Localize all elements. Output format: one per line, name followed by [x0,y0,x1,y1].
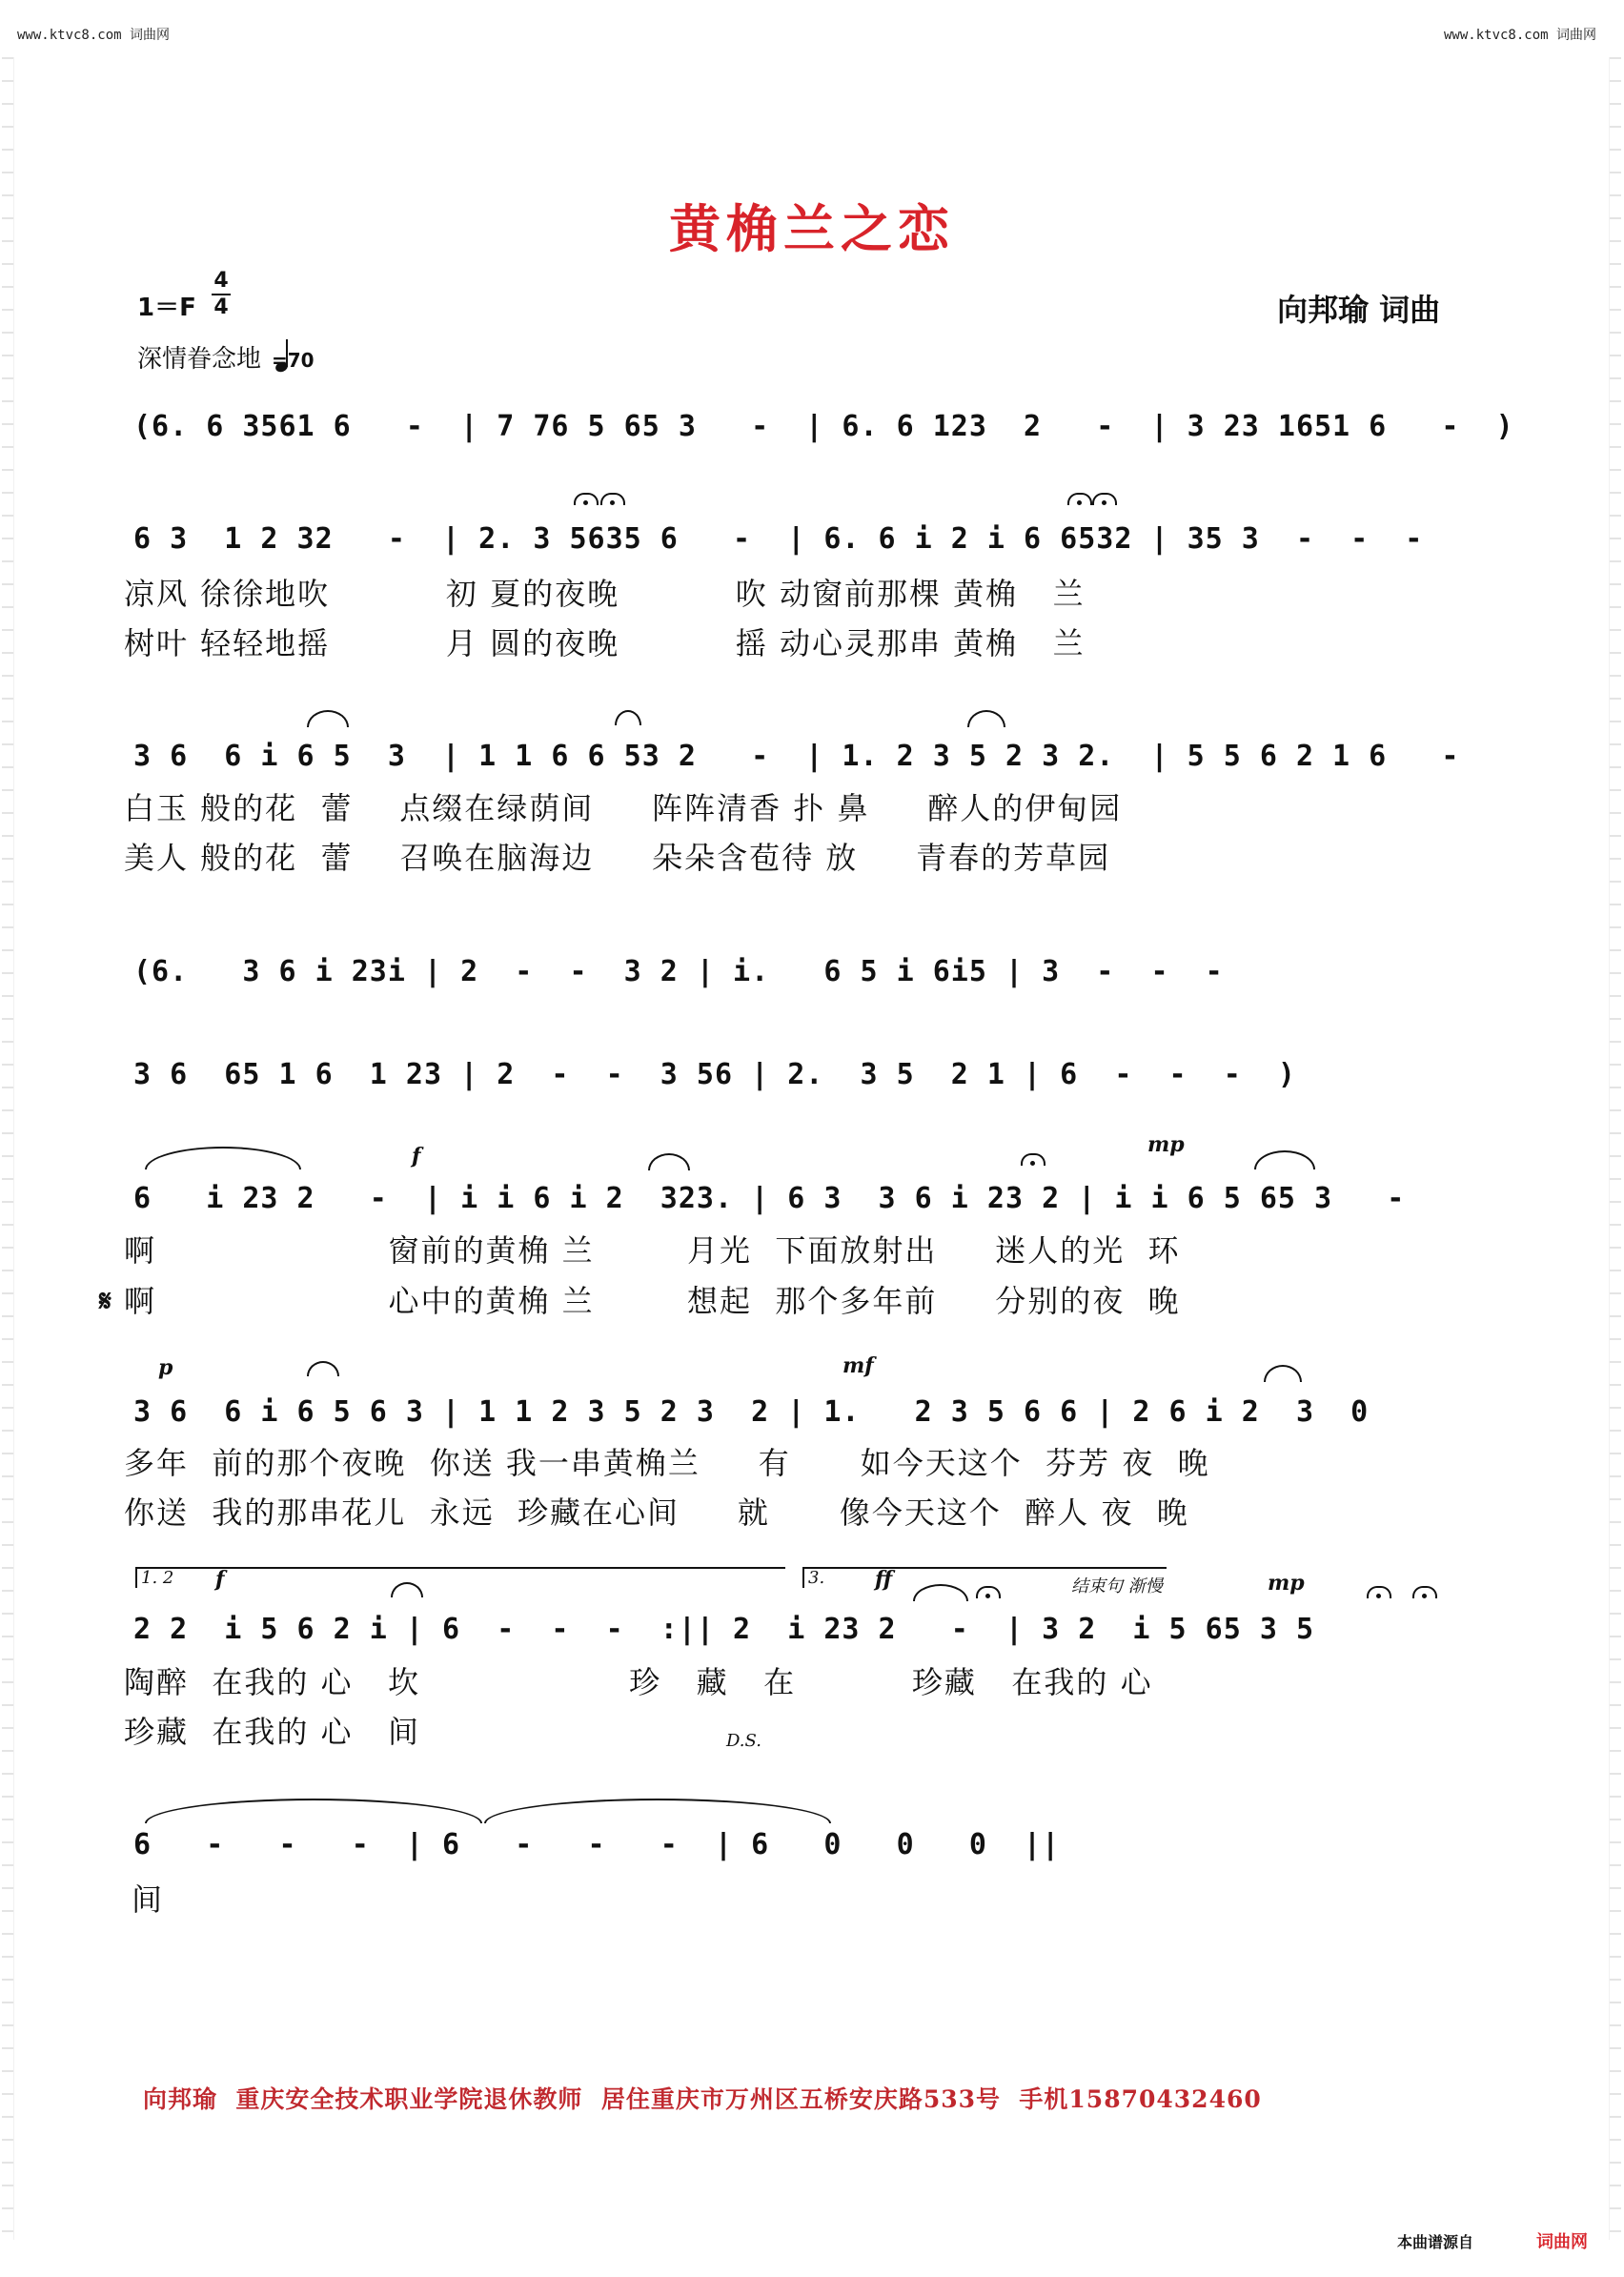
volta-1-label: 1. 2 [141,1568,174,1588]
slur-mark [307,1361,339,1376]
dynamic-ff: ff [875,1567,893,1592]
music-line-5: 3 6 65 1 6 1 23 | 2 - - 3 56 | 2. 3 5 2 1 | 6 - - - ) [133,1058,1296,1091]
ending-mark: 结束句 渐慢 [1071,1576,1163,1596]
slur-mark [145,1147,301,1169]
dynamic-p: p [158,1355,173,1380]
dynamic-mf: mf [842,1353,874,1378]
lyrics-2-verse-2: 树叶 轻轻地摇 月 圆的夜晚 摇 动心灵那串 黄桷 兰 [124,625,1086,661]
lyrics-7-verse-1: 多年 前的那个夜晚 你送 我一串黄桷兰 有 如今天这个 芬芳 夜 晚 [124,1445,1210,1481]
music-line-4: (6. 3 6 i 23i | 2 - - 3 2 | i. 6 5 i 6i5 | 3 - - - [133,955,1224,988]
lyrics-2-verse-1: 凉风 徐徐地吹 初 夏的夜晚 吹 动窗前那棵 黄桷 兰 [124,576,1086,612]
slur-mark [307,710,349,727]
lyrics-7-verse-2: 你送 我的那串花儿 永远 珍藏在心间 就 像今天这个 醉人 夜 晚 [124,1494,1189,1531]
fermata-mark [600,493,625,505]
right-watermark-strip [1609,57,1621,2240]
music-line-8: 2 2 i 5 6 2 i | 6 - - - :|| 2 i 23 2 - | 3 2 i 5 65 3 5 [133,1613,1314,1646]
source-site-link[interactable]: 词曲网 [1536,2232,1588,2252]
music-line-6: 6 i 23 2 - | i i 6 i 2 323. | 6 3 3 6 i 23 2 | i i 6 5 65 3 - [133,1182,1406,1215]
volta-bracket-1 [135,1567,785,1588]
slur-mark [967,710,1005,727]
fermata-mark [574,493,599,505]
dynamic-f: f [215,1567,225,1592]
fermata-mark [1067,493,1092,505]
volta-3-label: 3. [808,1568,825,1588]
music-line-2: 6 3 1 2 32 - | 2. 3 5635 6 - | 6. 6 i 2 i 6 6532 | 35 3 - - - [133,522,1424,556]
fermata-mark [1367,1586,1391,1598]
dal-segno-mark: D.S. [726,1731,761,1751]
lyrics-9-verse-1: 间 [132,1881,165,1918]
watermark-top-left: www.ktvc8.com 词曲网 [17,28,171,43]
left-watermark-strip [2,57,14,2240]
slur-mark [1264,1365,1302,1382]
lyrics-3-verse-2: 美人 般的花 蕾 召唤在脑海边 朵朵含苞待 放 青春的芳草园 [124,840,1111,876]
source-label: 本曲谱源自 [1397,2233,1474,2251]
time-signature [212,271,231,318]
music-line-7: 3 6 6 i 6 5 6 3 | 1 1 2 3 5 2 3 2 | 1. 2 3 5 6 6 | 2 6 i 2 3 0 [133,1395,1370,1429]
lyrics-3-verse-1: 白玉 般的花 蕾 点缀在绿荫间 阵阵清香 扑 鼻 醉人的伊甸园 [124,790,1123,826]
dynamic-mp: mp [1147,1132,1185,1157]
dynamic-f: f [412,1144,421,1169]
fermata-mark [1021,1153,1045,1166]
song-author: 向邦瑜 词曲 [1277,292,1441,328]
time-signature-bottom: 4 [213,295,229,319]
slur-mark [615,710,641,725]
fermata-mark [976,1586,1001,1598]
lyrics-8-verse-1: 陶醉 在我的 心 坎 珍 藏 在 珍藏 在我的 心 [124,1664,1153,1700]
composer-contact-footer: 向邦瑜 重庆安全技术职业学院退休教师 居住重庆市万州区五桥安庆路533号 手机15870432460 [143,2085,1262,2113]
slur-mark [145,1799,482,1823]
segno-icon: 𝄋 [99,1285,112,1318]
time-signature-top: 4 [212,271,231,295]
music-line-3: 3 6 6 i 6 5 3 | 1 1 6 6 53 2 - | 1. 2 3 5 2 3 2. | 5 5 6 2 1 6 - [133,740,1460,773]
slur-mark [648,1153,690,1170]
slur-mark [1254,1150,1315,1169]
slur-mark [484,1799,831,1823]
lyrics-6-verse-2: 啊 心中的黄桷 兰 想起 那个多年前 分别的夜 晚 [124,1283,1181,1319]
fermata-mark [1092,493,1117,505]
lyrics-8-verse-2: 珍藏 在我的 心 间 [124,1714,421,1750]
lyrics-6-verse-1: 啊 窗前的黄桷 兰 月光 下面放射出 迷人的光 环 [124,1232,1181,1269]
dynamic-mp: mp [1268,1571,1305,1596]
watermark-top-right: www.ktvc8.com 词曲网 [1444,28,1597,43]
fermata-mark [1412,1586,1437,1598]
music-line-9: 6 - - - | 6 - - - | 6 0 0 0 || [133,1828,1061,1861]
key-signature: 1＝F [137,294,196,322]
song-title: 黄桷兰之恋 [669,198,955,259]
tempo-mark: =70 [272,349,315,372]
music-line-1: (6. 6 3561 6 - | 7 76 5 65 3 - | 6. 6 123 2 - | 3 23 1651 6 - ) [133,410,1514,443]
expression-mark: 深情眷念地 [137,344,262,373]
